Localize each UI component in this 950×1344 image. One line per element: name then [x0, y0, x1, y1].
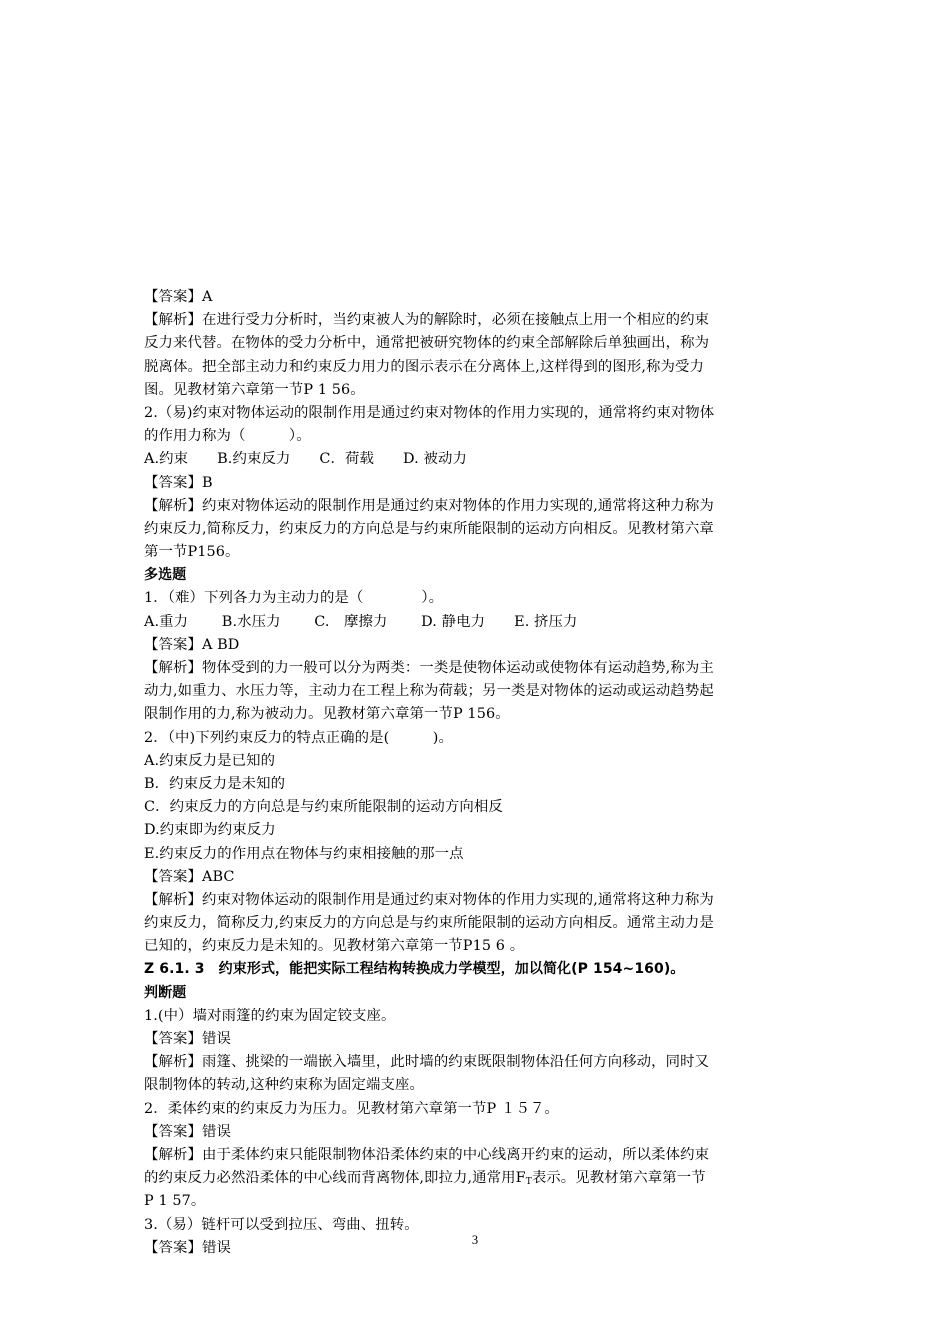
- explanation-line: 约束反力，简称反力,约束反力的方向总是与约束所能限制的运动方向相反。通常主动力是: [144, 915, 714, 932]
- question-line: 2．（中)下列约束反力的特点正确的是( )。: [144, 729, 454, 746]
- explanation-line: 已知的，约束反力是未知的。见教材第六章第一节P15 6 。: [144, 938, 525, 955]
- option-line: E.约束反力的作用点在物体与约束相接触的那一点: [144, 845, 464, 862]
- options-line: A.重力 B.水压力 C. 摩擦力 D. 静电力 E. 挤压力: [144, 613, 578, 630]
- answer-line: 【答案】A: [144, 289, 213, 305]
- subscript-t: T: [525, 1177, 532, 1188]
- answer-line: 【答案】ABC: [144, 868, 235, 885]
- question-line: 1．（难）下列各力为主动力的是（ ）。: [144, 590, 444, 607]
- question-line: 的作用力称为（ ）。: [144, 428, 311, 445]
- option-line: D.约束即为约束反力: [144, 822, 276, 839]
- explanation-line: 【解析】雨篷、挑梁的一端嵌入墙里，此时墙的约束既限制物体沿任何方向移动，同时又: [144, 1054, 710, 1071]
- explanation-line: 限制物体的转动,这种约束称为固定端支座。: [144, 1077, 424, 1094]
- explanation-line: 限制作用的力,称为被动力。见教材第六章第一节P 156。: [144, 706, 510, 723]
- knowledge-point-line: [144, 958, 808, 981]
- explanation-line: 动力,如重力、水压力等，主动力在工程上称为荷载；另一类是对物体的运动或运动趋势起: [144, 683, 714, 700]
- answer-line: 【答案】错误: [144, 1123, 231, 1140]
- knowledge-point-text: Z 6.1. 3 约束形式，能把实际工程结构转换成力学模型，加以简化(P 154~160)。: [144, 961, 685, 978]
- explanation-line: 【解析】物体受到的力一般可以分为两类：一类是使物体运动或使物体有运动趋势,称为主: [144, 660, 714, 676]
- explanation-line: 反力来代替。在物体的受力分析中，通常把被研究物体的约束全部解除后单独画出，称为: [144, 335, 710, 352]
- section-heading-multiple-choice: 多选题: [144, 567, 187, 584]
- question-line: 2.（易)约束对物体运动的限制作用是通过约束对物体的作用力实现的，通常将约束对物体: [144, 404, 715, 421]
- explanation-line: 脱离体。把全部主动力和约束反力用力的图示表示在分离体上,这样得到的图形,称为受力: [144, 358, 704, 375]
- section-heading-true-false: 判断题: [144, 984, 187, 1001]
- answer-line: 【答案】错误: [144, 1239, 231, 1256]
- option-line: B．约束反力是未知的: [144, 775, 286, 792]
- question-line: 1.(中）墙对雨篷的约束为固定铰支座。: [144, 1007, 396, 1024]
- explanation-line: 第一节P156。: [144, 544, 240, 561]
- explanation-line: 【解析】由于柔体约束只能限制物体沿柔体约束的中心线离开约束的运动，所以柔体约束: [144, 1146, 710, 1163]
- question-line: 2．柔体约束的约束反力为压力。见教材第六章第一节P １５７。: [144, 1100, 559, 1117]
- question-line: 3.（易）链杆可以受到拉压、弯曲、扭转。: [144, 1216, 419, 1233]
- explanation-line: 【解析】约束对物体运动的限制作用是通过约束对物体的作用力实现的,通常将这种力称为: [144, 497, 714, 514]
- answer-line: 【答案】A BD: [144, 636, 240, 653]
- option-line: C．约束反力的方向总是与约束所能限制的运动方向相反: [144, 799, 503, 816]
- explanation-line: 约束反力,简称反力，约束反力的方向总是与约束所能限制的运动方向相反。见教材第六章: [144, 520, 714, 537]
- page-number: 3: [471, 1233, 479, 1247]
- explanation-text-part: 表示。见教材第六章第一节: [531, 1170, 706, 1187]
- explanation-text-part: 的约束反力必然沿柔体的中心线而背离物体,即拉力,通常用F: [144, 1170, 526, 1187]
- explanation-line: 图。见教材第六章第一节P 1 56。: [144, 381, 365, 398]
- explanation-line: 【解析】约束对物体运动的限制作用是通过约束对物体的作用力实现的,通常将这种力称为: [144, 891, 714, 908]
- explanation-line: 【解析】在进行受力分析时，当约束被人为的解除时，必须在接触点上用一个相应的约束: [144, 312, 710, 329]
- answer-line: 【答案】B: [144, 474, 213, 491]
- explanation-line: [144, 1167, 808, 1190]
- page-body: [144, 286, 808, 1260]
- options-line: A.约束 B.约束反力 C．荷载 D. 被动力: [144, 451, 467, 468]
- answer-line: 【答案】错误: [144, 1031, 231, 1047]
- explanation-line: P 1 57。: [144, 1193, 206, 1210]
- option-line: A.约束反力是已知的: [144, 752, 276, 769]
